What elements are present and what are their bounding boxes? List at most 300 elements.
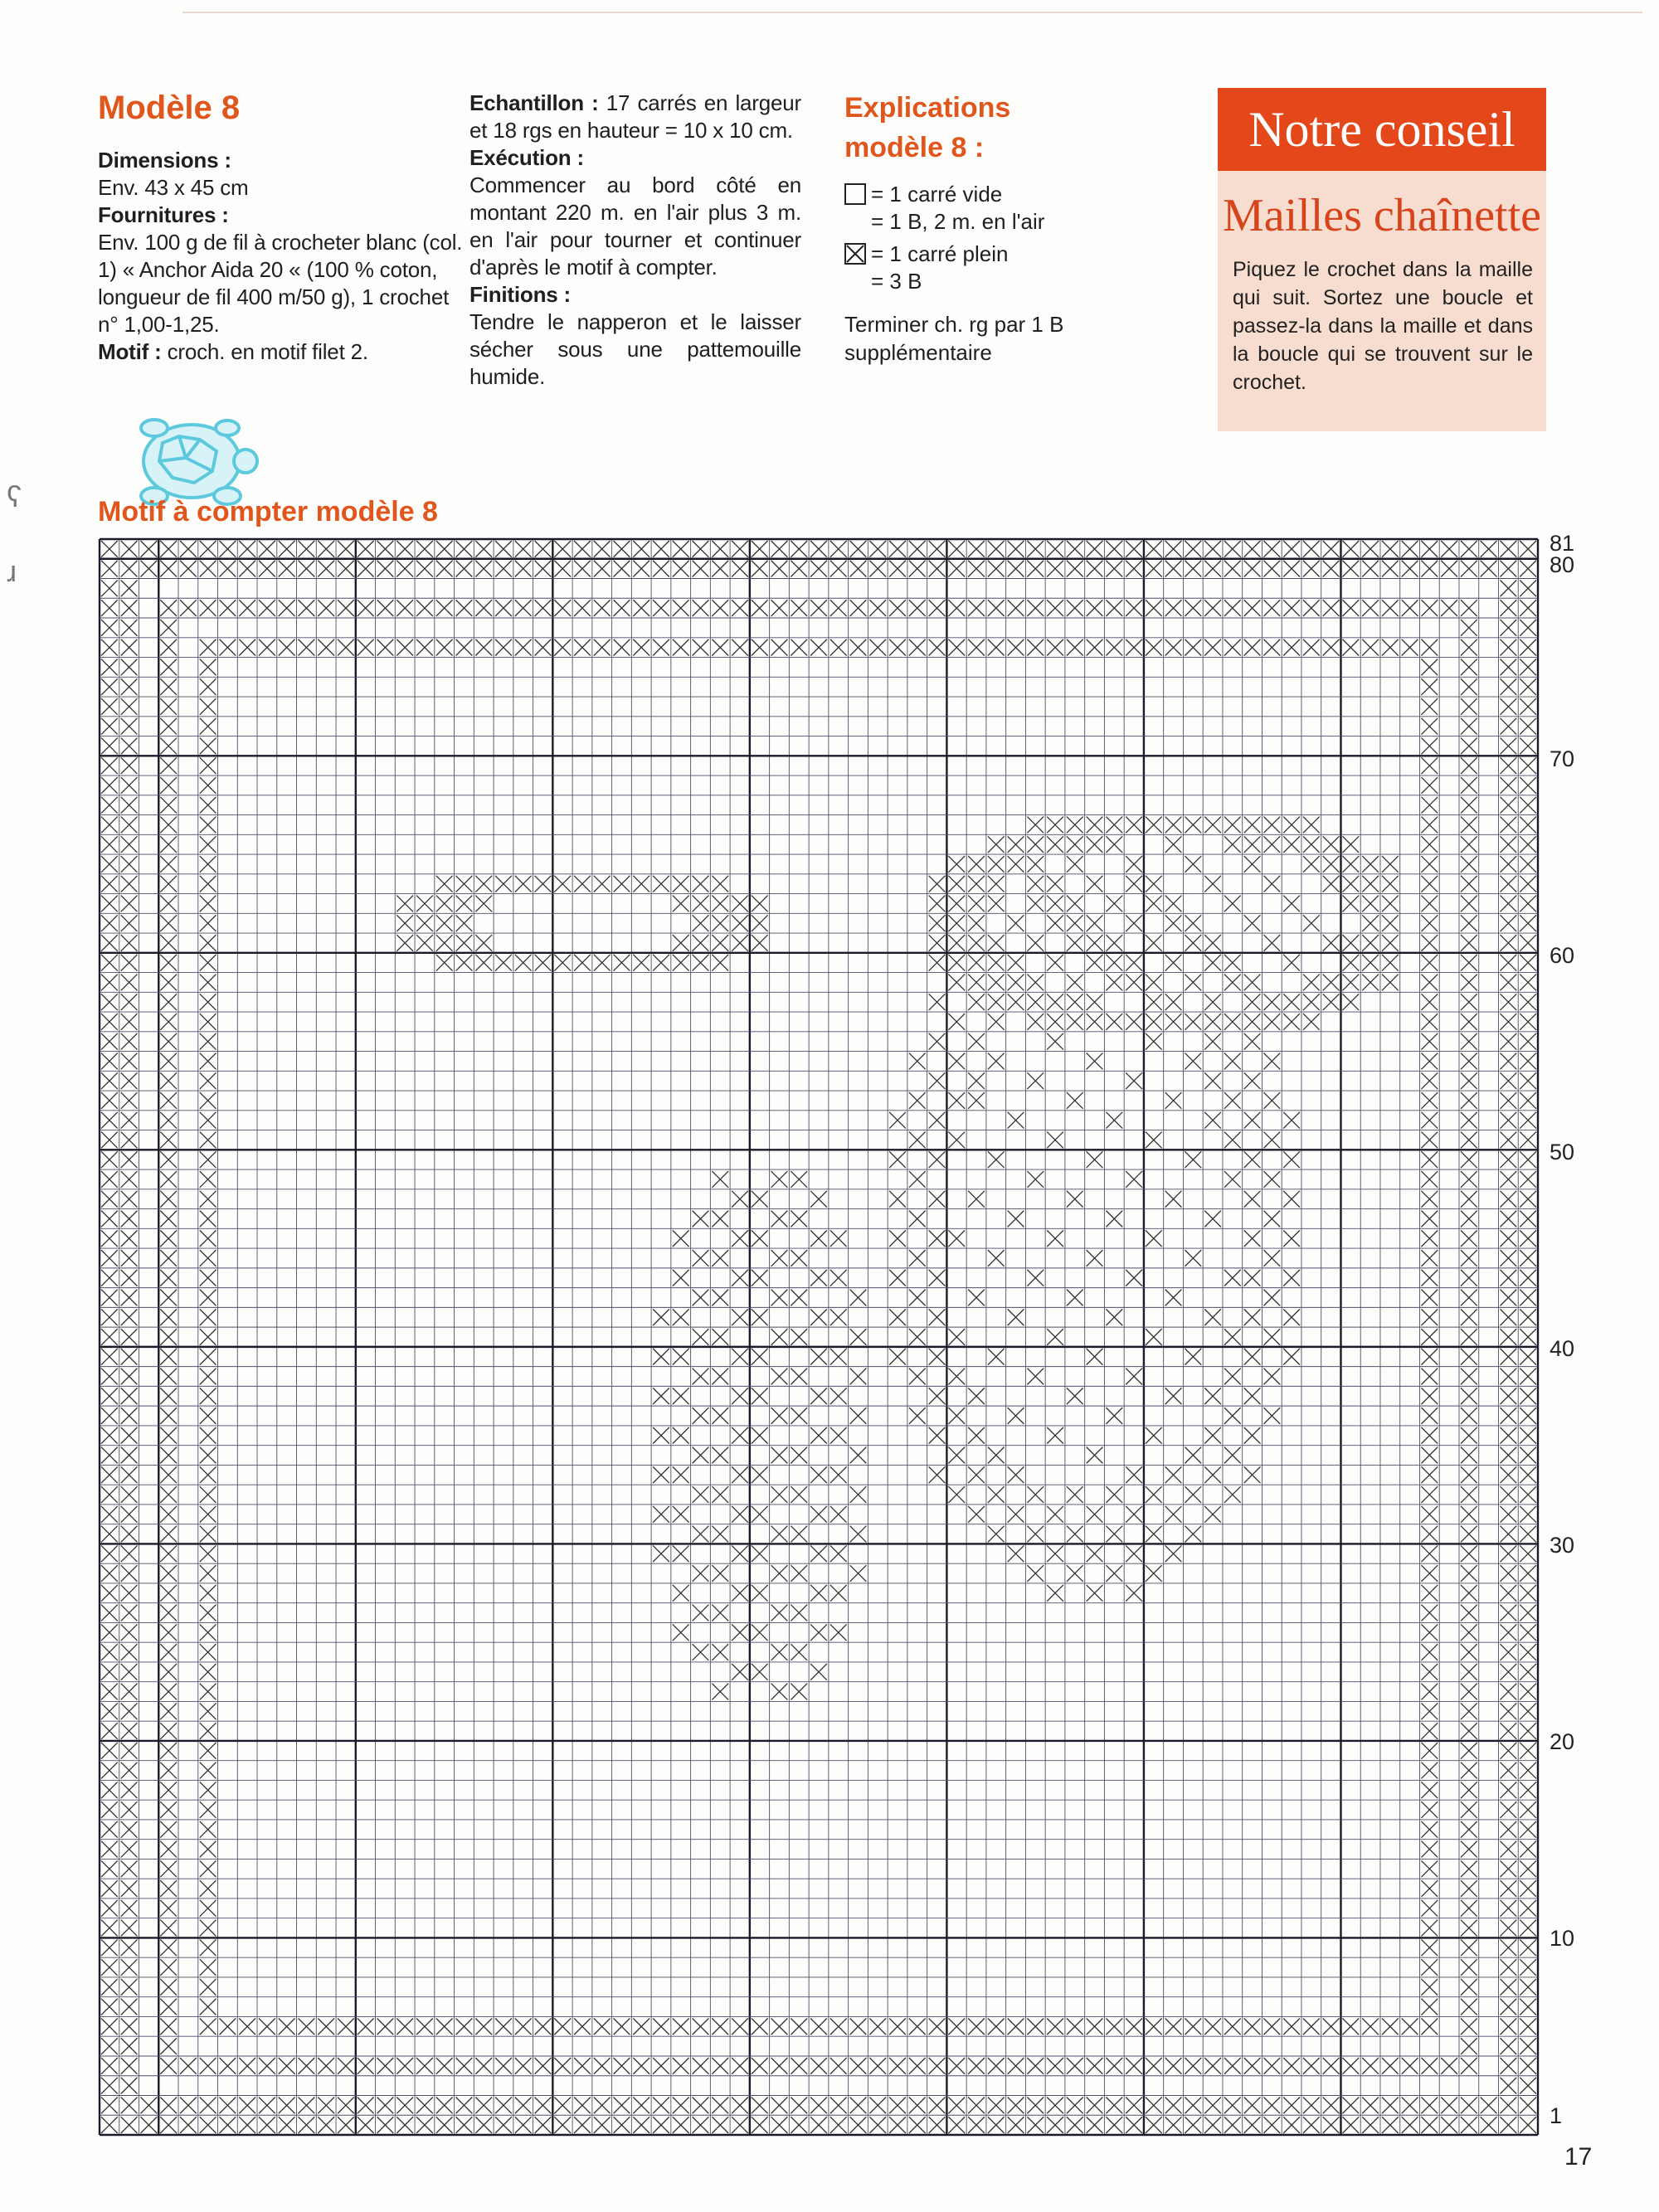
filled-square <box>1106 2097 1122 2113</box>
filled-square <box>1342 955 1359 971</box>
filled-square <box>988 561 1005 577</box>
filled-square <box>948 876 965 892</box>
filled-square <box>416 935 433 951</box>
filled-square <box>1461 1703 1477 1719</box>
filled-square <box>1382 915 1399 931</box>
filled-square <box>121 955 138 971</box>
filled-square <box>1047 1506 1063 1523</box>
filled-square <box>1244 817 1261 834</box>
filled-square <box>475 2117 492 2133</box>
filled-square <box>1500 1723 1516 1739</box>
filled-square <box>358 600 374 616</box>
filled-square <box>200 994 216 1010</box>
filled-square <box>1520 1782 1536 1798</box>
filled-square <box>160 1486 177 1503</box>
filled-square <box>554 561 571 577</box>
filled-square <box>1520 1053 1536 1070</box>
filled-square <box>1520 955 1536 971</box>
filled-square <box>732 1466 748 1483</box>
filled-square <box>1520 1999 1536 2015</box>
filet-chart <box>98 537 1541 2138</box>
filled-square <box>1421 1565 1438 1582</box>
filled-square <box>141 2117 158 2133</box>
filled-square <box>1421 935 1438 951</box>
filled-square <box>200 1585 216 1602</box>
filled-square <box>1263 541 1280 557</box>
filled-square <box>1244 2018 1261 2035</box>
filled-square <box>968 1466 985 1483</box>
filled-square <box>948 1329 965 1345</box>
filled-square <box>1382 639 1399 656</box>
filled-square <box>239 2117 255 2133</box>
filled-square <box>160 1132 177 1149</box>
filled-square <box>1224 2097 1241 2113</box>
filled-square <box>1126 541 1142 557</box>
filled-square <box>810 1585 827 1602</box>
filled-square <box>1481 541 1497 557</box>
filled-square <box>397 915 413 931</box>
filled-square <box>1520 1900 1536 1917</box>
filled-square <box>771 1369 788 1385</box>
filled-square <box>160 797 177 814</box>
filled-square <box>1263 2018 1280 2035</box>
filled-square <box>200 600 216 616</box>
filled-square <box>200 639 216 656</box>
filled-square <box>1520 541 1536 557</box>
filled-square <box>377 639 394 656</box>
filled-square <box>1283 836 1300 853</box>
filled-square <box>495 561 512 577</box>
filled-square <box>200 1290 216 1306</box>
filled-square <box>771 1486 788 1503</box>
filled-square <box>1067 2018 1083 2035</box>
filled-square <box>554 955 571 971</box>
filled-square <box>653 2018 669 2035</box>
filled-square <box>1244 639 1261 656</box>
filled-square <box>1461 915 1477 931</box>
filled-square <box>1165 639 1182 656</box>
filled-square <box>535 876 552 892</box>
filled-square <box>1224 1014 1241 1030</box>
filled-square <box>948 600 965 616</box>
filled-square <box>338 2117 354 2133</box>
filled-square <box>1047 2097 1063 2113</box>
filled-square <box>909 1211 926 1228</box>
filled-square <box>1421 1743 1438 1759</box>
filled-square <box>1500 994 1516 1010</box>
filled-square <box>1067 541 1083 557</box>
grid-lines <box>100 539 1538 2135</box>
filled-square <box>121 1290 138 1306</box>
filled-square <box>101 1585 118 1602</box>
filled-square <box>160 1585 177 1602</box>
filled-square <box>693 955 709 971</box>
filled-square <box>1244 1014 1261 1030</box>
filled-square <box>929 561 946 577</box>
filled-square <box>1421 659 1438 676</box>
filled-square <box>416 2117 433 2133</box>
filled-square <box>1520 1506 1536 1523</box>
filled-square <box>416 915 433 931</box>
filled-square <box>554 600 571 616</box>
filled-square <box>1126 600 1142 616</box>
filled-square <box>1224 1329 1241 1345</box>
filled-square <box>653 2097 669 2113</box>
filled-square <box>1067 1014 1083 1030</box>
filled-square <box>1165 994 1182 1010</box>
empty-square-icon <box>844 183 866 205</box>
filled-square <box>1441 600 1457 616</box>
filled-square <box>1382 2058 1399 2074</box>
filled-square <box>1126 817 1142 834</box>
filled-square <box>121 757 138 774</box>
filled-square <box>1500 1979 1516 1996</box>
filled-square <box>1244 2117 1261 2133</box>
filled-square <box>160 1349 177 1365</box>
filled-square <box>200 1999 216 2015</box>
filled-square <box>160 1369 177 1385</box>
filled-square <box>574 639 591 656</box>
filled-square <box>1421 561 1438 577</box>
filled-square <box>929 1151 946 1168</box>
filled-square <box>732 1664 748 1680</box>
filled-square <box>712 1684 728 1700</box>
filled-square <box>752 561 768 577</box>
filled-square <box>160 600 177 616</box>
filled-square <box>180 2117 197 2133</box>
filled-square <box>121 1684 138 1700</box>
filled-square <box>1087 541 1103 557</box>
filled-square <box>1303 2117 1320 2133</box>
filled-square <box>929 1230 946 1247</box>
filled-square <box>1067 935 1083 951</box>
filled-square <box>1087 915 1103 931</box>
filled-square <box>160 1624 177 1641</box>
filled-square <box>1126 1369 1142 1385</box>
filled-square <box>988 600 1005 616</box>
filled-square <box>1382 541 1399 557</box>
filled-square <box>929 994 946 1010</box>
filled-square <box>771 2117 788 2133</box>
filled-square <box>909 1369 926 1385</box>
filled-square <box>988 1526 1005 1543</box>
filled-square <box>1421 1624 1438 1641</box>
filled-square <box>1087 1447 1103 1464</box>
filled-square <box>1500 1684 1516 1700</box>
filled-square <box>1500 1191 1516 1208</box>
filled-square <box>574 561 591 577</box>
filled-square <box>1185 541 1201 557</box>
filled-square <box>1027 836 1044 853</box>
filled-square <box>220 541 236 557</box>
filled-square <box>101 639 118 656</box>
filled-square <box>1500 1211 1516 1228</box>
filled-square <box>732 541 748 557</box>
filled-square <box>101 2018 118 2035</box>
filled-square <box>712 915 728 931</box>
filled-square <box>732 1191 748 1208</box>
filled-square <box>614 561 630 577</box>
filled-square <box>850 1329 867 1345</box>
filled-square <box>771 1526 788 1543</box>
filled-square <box>673 600 689 616</box>
filled-square <box>791 2097 807 2113</box>
filled-square <box>673 955 689 971</box>
filled-square <box>200 1762 216 1779</box>
filled-square <box>1500 1309 1516 1325</box>
filled-square <box>653 876 669 892</box>
filled-square <box>1461 1250 1477 1266</box>
filled-square <box>810 2097 827 2113</box>
filled-square <box>673 2018 689 2035</box>
filled-square <box>1283 639 1300 656</box>
filled-square <box>1421 1053 1438 1070</box>
filled-square <box>1263 1369 1280 1385</box>
filled-square <box>299 600 315 616</box>
filled-square <box>456 639 473 656</box>
filled-square <box>1500 1920 1516 1937</box>
filled-square <box>1421 1644 1438 1660</box>
filled-square <box>1126 639 1142 656</box>
filled-square <box>1204 2117 1221 2133</box>
filled-square <box>1520 1112 1536 1129</box>
filled-square <box>1421 1860 1438 1877</box>
filled-square <box>1461 1624 1477 1641</box>
filled-square <box>1263 1132 1280 1149</box>
filled-square <box>1520 1939 1536 1956</box>
filled-square <box>160 1053 177 1070</box>
filled-square <box>436 915 453 931</box>
filled-square <box>358 2058 374 2074</box>
filled-square <box>338 2018 354 2035</box>
filled-square <box>200 1132 216 1149</box>
filled-square <box>693 1290 709 1306</box>
filled-square <box>653 2117 669 2133</box>
filled-square <box>1362 915 1379 931</box>
filled-square <box>948 915 965 931</box>
filled-square <box>752 1624 768 1641</box>
filled-square <box>200 935 216 951</box>
filled-square <box>948 561 965 577</box>
filled-square <box>101 1466 118 1483</box>
row-label-1: 1 <box>1550 2103 1563 2128</box>
filled-square <box>732 639 748 656</box>
filled-square <box>1500 1014 1516 1030</box>
filled-square <box>259 561 275 577</box>
filled-square <box>1106 1526 1122 1543</box>
filled-square <box>299 2058 315 2074</box>
filled-square <box>771 639 788 656</box>
filled-square <box>160 1112 177 1129</box>
filled-square <box>1461 541 1477 557</box>
filled-square <box>1382 856 1399 873</box>
filled-square <box>1224 1171 1241 1188</box>
row-label-40: 40 <box>1550 1336 1575 1361</box>
filled-square <box>436 896 453 912</box>
filled-square <box>160 935 177 951</box>
filled-square <box>909 1407 926 1424</box>
filled-square <box>810 1191 827 1208</box>
filled-square <box>1146 1486 1162 1503</box>
filled-square <box>1421 1959 1438 1976</box>
filled-square <box>1520 738 1536 755</box>
filled-square <box>732 1230 748 1247</box>
filled-square <box>732 1545 748 1562</box>
filled-square <box>712 1250 728 1266</box>
filled-square <box>141 2097 158 2113</box>
filled-square <box>830 2097 847 2113</box>
filled-square <box>1283 541 1300 557</box>
filled-square <box>1067 1486 1083 1503</box>
filled-square <box>121 1211 138 1228</box>
filled-square <box>909 2117 926 2133</box>
filled-square <box>1263 600 1280 616</box>
execution-text: Commencer au bord côté en montant 220 m. en l'air plus 3 m. en l'air pour tourner et continuer d'après le motif à compter. <box>469 173 801 280</box>
filled-square <box>1421 876 1438 892</box>
filled-square <box>1027 1171 1044 1188</box>
filled-square <box>1421 1388 1438 1404</box>
filled-square <box>1461 1349 1477 1365</box>
filled-square <box>160 1526 177 1543</box>
filled-square <box>1520 2078 1536 2094</box>
filled-square <box>121 1230 138 1247</box>
filled-square <box>1500 797 1516 814</box>
filled-square <box>1224 975 1241 991</box>
filled-square <box>397 2117 413 2133</box>
filled-square <box>1283 2018 1300 2035</box>
filled-square <box>1461 1427 1477 1444</box>
filled-square <box>200 1723 216 1739</box>
filled-square <box>752 1230 768 1247</box>
filled-square <box>1027 2117 1044 2133</box>
filled-square <box>121 2078 138 2094</box>
filled-square <box>791 1565 807 1582</box>
filled-square <box>673 1624 689 1641</box>
filled-square <box>416 541 433 557</box>
dimensions-label: Dimensions : <box>98 148 231 173</box>
filled-square <box>752 2097 768 2113</box>
filled-square <box>1461 1506 1477 1523</box>
filled-square <box>614 2018 630 2035</box>
filled-square <box>1461 1053 1477 1070</box>
filled-square <box>1067 2117 1083 2133</box>
filled-square <box>1342 975 1359 991</box>
filled-square <box>1421 1664 1438 1680</box>
filled-square <box>830 639 847 656</box>
filled-square <box>948 955 965 971</box>
filled-square <box>1382 876 1399 892</box>
filled-square <box>101 955 118 971</box>
filled-square <box>121 1999 138 2015</box>
filled-square <box>1402 639 1418 656</box>
filled-square <box>929 1270 946 1286</box>
filled-square <box>200 876 216 892</box>
filled-square <box>1520 1369 1536 1385</box>
filled-square <box>1500 1703 1516 1719</box>
filled-square <box>909 2018 926 2035</box>
filled-square <box>200 1841 216 1858</box>
filled-square <box>1126 1270 1142 1286</box>
filled-square <box>160 856 177 873</box>
filled-square <box>1323 541 1340 557</box>
filled-square <box>614 876 630 892</box>
filled-square <box>121 1821 138 1838</box>
filled-square <box>653 1427 669 1444</box>
filled-square <box>850 600 867 616</box>
filled-square <box>1146 2117 1162 2133</box>
filled-square <box>712 1407 728 1424</box>
filled-square <box>436 541 453 557</box>
filled-square <box>1362 2117 1379 2133</box>
filled-square <box>101 1762 118 1779</box>
filled-square <box>712 1644 728 1660</box>
filled-square <box>200 1447 216 1464</box>
echantillon-label: Echantillon : <box>469 90 599 115</box>
filled-square <box>101 1427 118 1444</box>
filled-square <box>1362 600 1379 616</box>
filled-square <box>1027 2018 1044 2035</box>
filled-square <box>1520 1644 1536 1660</box>
filled-square <box>200 1900 216 1917</box>
filled-square <box>1185 1349 1201 1365</box>
filled-square <box>948 856 965 873</box>
filled-square <box>1283 817 1300 834</box>
filled-square <box>1185 600 1201 616</box>
finitions-label: Finitions : <box>469 282 571 307</box>
filled-square <box>1421 1132 1438 1149</box>
filled-square <box>889 541 906 557</box>
filled-square <box>594 2018 611 2035</box>
filled-square <box>160 1033 177 1050</box>
filled-square <box>1382 896 1399 912</box>
filled-square <box>1520 1545 1536 1562</box>
filled-square <box>810 561 827 577</box>
filled-square <box>1204 876 1221 892</box>
filled-square <box>1126 2117 1142 2133</box>
filled-square <box>1520 1743 1536 1759</box>
filled-square <box>889 2097 906 2113</box>
filled-square <box>160 1684 177 1700</box>
filled-square <box>160 659 177 676</box>
filled-square <box>1303 915 1320 931</box>
filled-square <box>1283 2117 1300 2133</box>
filled-square <box>1146 1329 1162 1345</box>
filled-square <box>653 600 669 616</box>
filled-square <box>101 1290 118 1306</box>
filled-square <box>160 1151 177 1168</box>
filled-square <box>732 1270 748 1286</box>
filled-square <box>771 2018 788 2035</box>
filled-square <box>1283 896 1300 912</box>
filled-square <box>673 935 689 951</box>
filled-square <box>712 876 728 892</box>
filled-square <box>948 1132 965 1149</box>
filled-square <box>1421 1723 1438 1739</box>
filled-square <box>771 600 788 616</box>
filled-square <box>1323 975 1340 991</box>
filled-square <box>1126 561 1142 577</box>
filled-square <box>535 955 552 971</box>
filled-square <box>752 2117 768 2133</box>
filled-square <box>1402 600 1418 616</box>
filled-square <box>1520 1092 1536 1109</box>
filled-square <box>101 1605 118 1621</box>
filled-square <box>968 1388 985 1404</box>
filled-square <box>200 698 216 715</box>
filled-square <box>712 1605 728 1621</box>
filled-square <box>791 561 807 577</box>
filled-square <box>850 1369 867 1385</box>
